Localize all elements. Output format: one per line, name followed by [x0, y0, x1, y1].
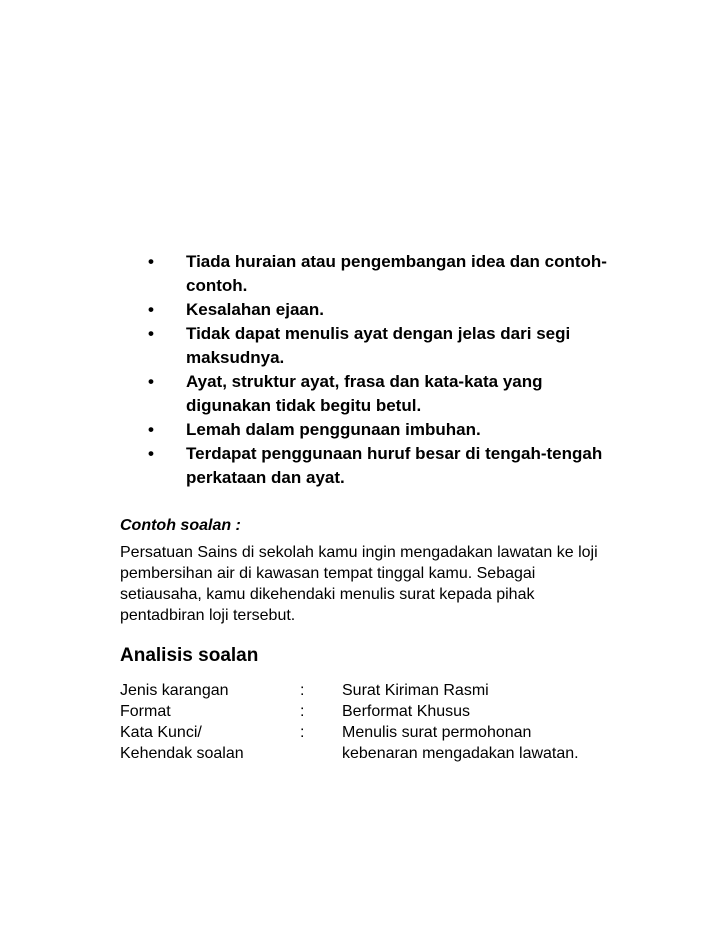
analysis-label: Kata Kunci/: [120, 724, 202, 741]
bullet-item: [140, 322, 610, 370]
bullet-dot: •: [148, 444, 154, 463]
bullet-item: [140, 370, 610, 418]
analysis-colon: :: [300, 724, 305, 741]
example-question-text: Persatuan Sains di sekolah kamu ingin mengadakan lawatan ke loji pembersihan air di kawasan tempat tinggal kamu. Sebagai setiausaha, kamu dikehendaki menulis surat kepada pihak pentadbiran loji tersebut.: [120, 544, 598, 624]
analysis-value: Surat Kiriman Rasmi: [342, 682, 489, 699]
analysis-colon: :: [300, 682, 305, 699]
analysis-row: [120, 680, 622, 701]
weakness-bullet-list: [140, 250, 610, 490]
bullet-text: Lemah dalam penggunaan imbuhan.: [186, 420, 481, 439]
analysis-row: [120, 722, 622, 743]
example-question-heading: Contoh soalan :: [120, 517, 241, 534]
analysis-label: Format: [120, 703, 171, 720]
bullet-item: [140, 250, 610, 298]
analysis-label: Jenis karangan: [120, 682, 229, 699]
bullet-dot: •: [148, 252, 154, 271]
bullet-text: Tiada huraian atau pengembangan idea dan contoh-contoh.: [186, 252, 607, 295]
analysis-table: [120, 680, 622, 764]
bullet-dot: •: [148, 300, 154, 319]
bullet-text: Terdapat penggunaan huruf besar di tengah-tengah perkataan dan ayat.: [186, 444, 603, 487]
analysis-row: [120, 701, 622, 722]
bullet-dot: •: [148, 420, 154, 439]
analysis-colon: [300, 743, 342, 764]
analysis-value: Berformat Khusus: [342, 703, 471, 720]
bullet-text: Kesalahan ejaan.: [186, 300, 324, 319]
bullet-dot: •: [148, 372, 154, 391]
analysis-value: Menulis surat permohonan: [342, 724, 532, 741]
analysis-heading: Analisis soalan: [120, 645, 259, 666]
bullet-dot: •: [148, 324, 154, 343]
analysis-colon: :: [300, 703, 305, 720]
bullet-item: [140, 418, 610, 442]
bullet-text: Ayat, struktur ayat, frasa dan kata-kata yang digunakan tidak begitu betul.: [186, 372, 543, 415]
bullet-item: [140, 298, 610, 322]
bullet-item: [140, 442, 610, 490]
analysis-row: [120, 743, 622, 764]
analysis-value: kebenaran mengadakan lawatan.: [342, 745, 579, 762]
analysis-label: Kehendak soalan: [120, 745, 244, 762]
bullet-text: Tidak dapat menulis ayat dengan jelas dari segi maksudnya.: [186, 324, 571, 367]
